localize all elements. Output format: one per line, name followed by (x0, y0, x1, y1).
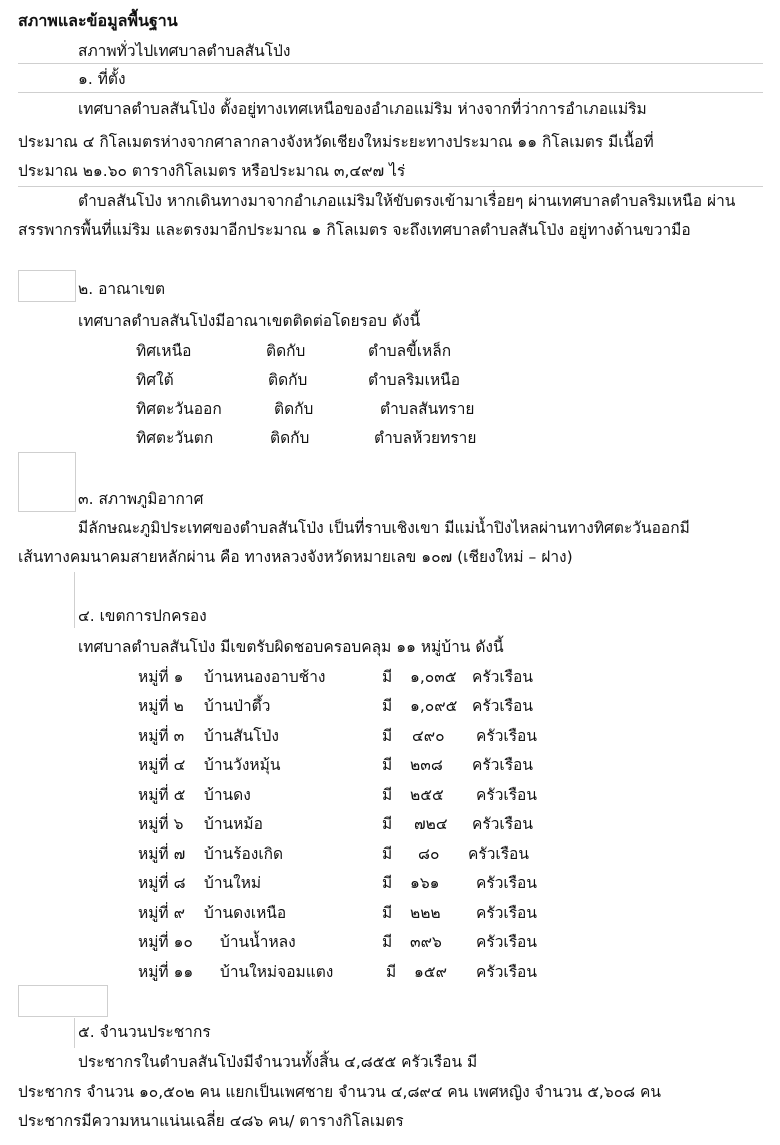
paragraph-line: ประชากร จำนวน ๑๐,๕๐๒ คน แยกเป็นเพศชาย จำนวน ๔,๘๙๔ คน เพศหญิง จำนวน ๕,๖๐๘ คน (18, 1083, 662, 1101)
section-heading-climate: ๓. สภาพภูมิอากาศ (78, 490, 204, 508)
boundary-area: ตำบลห้วยทราย (374, 429, 477, 447)
village-count: ๒๒๒ (410, 904, 441, 922)
boundary-direction: ทิศตะวันออก (136, 400, 222, 418)
paragraph-line: ประชากรมีความหนาแน่นเฉลี่ย ๔๘๖ คน/ ตารางกิโลเมตร (18, 1112, 404, 1130)
village-count: ๔๙๐ (412, 727, 445, 745)
village-moo: หมู่ที่ ๕ (138, 786, 186, 804)
village-mee: มี (382, 756, 393, 774)
village-name: บ้านร้องเกิด (204, 845, 284, 863)
village-mee: มี (382, 815, 393, 833)
village-unit: ครัวเรือน (472, 815, 533, 833)
table-rule (74, 1018, 75, 1048)
village-name: บ้านใหม่จอมแตง (220, 963, 334, 981)
village-moo: หมู่ที่ ๗ (138, 845, 186, 863)
paragraph-line: มีลักษณะภูมิประเทศของตำบลสันโป่ง เป็นที่ราบเชิงเขา มีแม่น้ำปิงไหลผ่านทางทิศตะวันออกมี (78, 519, 690, 537)
village-name: บ้านน้ำหลง (220, 933, 296, 951)
table-cell (18, 452, 76, 512)
table-cell (18, 270, 76, 302)
village-mee: มี (382, 668, 393, 686)
paragraph-line: เทศบาลตำบลสันโป่ง มีเขตรับผิดชอบครอบคลุม ๑๑ หมู่บ้าน ดังนี้ (78, 638, 504, 656)
table-rule (18, 186, 763, 187)
village-name: บ้านสันโป่ง (204, 727, 279, 745)
village-count: ๗๒๔ (414, 815, 448, 833)
village-moo: หมู่ที่ ๘ (138, 874, 186, 892)
village-name: บ้านวังหมุ้น (204, 756, 281, 774)
village-unit: ครัวเรือน (476, 874, 537, 892)
village-name: บ้านใหม่ (204, 874, 262, 892)
paragraph-line: เทศบาลตำบลสันโป่งมีอาณาเขตติดต่อโดยรอบ ดังนี้ (78, 312, 421, 330)
village-count: ๑,๐๓๕ (410, 668, 457, 686)
boundary-direction: ทิศใต้ (136, 371, 174, 389)
boundary-area: ตำบลสันทราย (380, 400, 475, 418)
village-mee: มี (382, 904, 393, 922)
village-moo: หมู่ที่ ๖ (138, 815, 184, 833)
boundary-relation: ติดกับ (274, 400, 314, 418)
table-rule (18, 63, 763, 64)
section-heading-boundary: ๒. อาณาเขต (78, 280, 166, 298)
paragraph-line: ประมาณ ๒๑.๖๐ ตารางกิโลเมตร หรือประมาณ ๓,๔๙๗ ไร่ (18, 162, 406, 180)
table-cell (18, 985, 108, 1017)
boundary-area: ตำบลริมเหนือ (368, 371, 461, 389)
document-title: สภาพและข้อมูลพื้นฐาน (18, 11, 178, 30)
paragraph-line: เส้นทางคมนาคมสายหลักผ่าน คือ ทางหลวงจังหวัดหมายเลข ๑๐๗ (เชียงใหม่ – ฝาง) (18, 548, 573, 566)
village-moo: หมู่ที่ ๑๐ (138, 933, 193, 951)
section-subtitle: สภาพทั่วไปเทศบาลตำบลสันโป่ง (78, 42, 291, 60)
village-mee: มี (382, 874, 393, 892)
village-name: บ้านดง (204, 786, 251, 804)
village-moo: หมู่ที่ ๓ (138, 727, 185, 745)
village-unit: ครัวเรือน (476, 904, 537, 922)
village-name: บ้านหนองอาบช้าง (204, 668, 326, 686)
paragraph-line: เทศบาลตำบลสันโป่ง ตั้งอยู่ทางเทศเหนือของอำเภอแม่ริม ห่างจากที่ว่าการอำเภอแม่ริม (78, 100, 647, 118)
village-moo: หมู่ที่ ๙ (138, 904, 185, 922)
village-mee: มี (382, 727, 393, 745)
table-rule (74, 572, 75, 628)
village-moo: หมู่ที่ ๒ (138, 697, 184, 715)
village-count: ๓๙๖ (410, 933, 442, 951)
boundary-area: ตำบลขี้เหล็ก (368, 342, 452, 360)
village-count: ๒๕๕ (410, 786, 444, 804)
village-count: ๑๖๑ (410, 874, 440, 892)
village-unit: ครัวเรือน (472, 697, 533, 715)
boundary-direction: ทิศตะวันตก (136, 429, 214, 447)
table-rule (18, 92, 763, 93)
paragraph-line: ประชากรในตำบลสันโป่งมีจำนวนทั้งสิ้น ๔,๘๕๕ ครัวเรือน มี (78, 1053, 478, 1071)
village-name: บ้านดงเหนือ (204, 904, 287, 922)
section-heading-location: ๑. ที่ตั้ง (78, 70, 126, 88)
village-mee: มี (382, 786, 393, 804)
village-name: บ้านหม้อ (204, 815, 263, 833)
village-count: ๑,๐๙๕ (410, 697, 458, 715)
boundary-relation: ติดกับ (270, 429, 310, 447)
boundary-direction: ทิศเหนือ (136, 342, 192, 360)
village-unit: ครัวเรือน (476, 786, 537, 804)
village-count: ๒๓๘ (410, 756, 443, 774)
village-unit: ครัวเรือน (472, 756, 533, 774)
village-name: บ้านป่าตึ้ว (204, 697, 271, 715)
section-heading-administration: ๔. เขตการปกครอง (78, 607, 207, 625)
village-count: ๑๕๙ (414, 963, 447, 981)
section-heading-population: ๕. จำนวนประชากร (78, 1023, 211, 1041)
village-unit: ครัวเรือน (472, 668, 533, 686)
village-unit: ครัวเรือน (476, 933, 537, 951)
paragraph-line: ตำบลสันโป่ง หากเดินทางมาจากอำเภอแม่ริมให้ขับตรงเข้ามาเรื่อยๆ ผ่านเทศบาลตำบลริมเหนือ ผ่าน (78, 192, 736, 210)
village-count: ๘๐ (418, 845, 440, 863)
paragraph-line: ประมาณ ๔ กิโลเมตรห่างจากศาลากลางจังหวัดเชียงใหม่ระยะทางประมาณ ๑๑ กิโลเมตร มีเนื้อที่ (18, 133, 654, 151)
village-moo: หมู่ที่ ๑๑ (138, 963, 194, 981)
village-mee: มี (382, 697, 393, 715)
village-mee: มี (386, 963, 397, 981)
village-unit: ครัวเรือน (468, 845, 529, 863)
village-unit: ครัวเรือน (476, 963, 537, 981)
village-moo: หมู่ที่ ๑ (138, 668, 184, 686)
boundary-relation: ติดกับ (266, 342, 306, 360)
village-mee: มี (382, 933, 393, 951)
village-moo: หมู่ที่ ๔ (138, 756, 186, 774)
paragraph-line: สรรพากรพื้นที่แม่ริม และตรงมาอีกประมาณ ๑ กิโลเมตร จะถึงเทศบาลตำบลสันโป่ง อยู่ทางด้านขวามือ (18, 221, 691, 239)
village-unit: ครัวเรือน (476, 727, 537, 745)
village-mee: มี (382, 845, 393, 863)
boundary-relation: ติดกับ (268, 371, 308, 389)
